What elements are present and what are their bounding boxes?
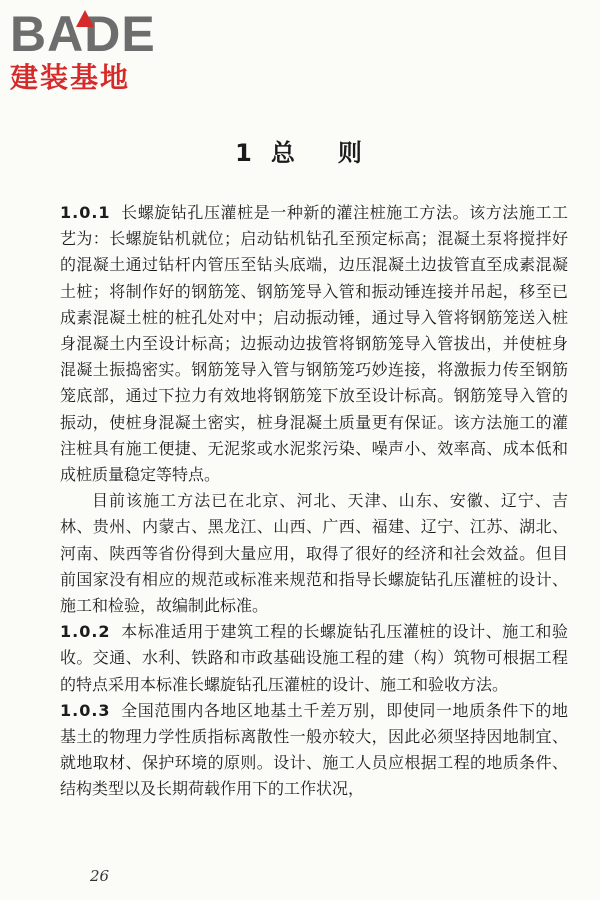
- logo-subtitle: 建装基地: [10, 61, 131, 94]
- clause-text: 全国范围内各地区地基土千差万别，即使同一地质条件下的地基土的物理力学性质指标离散性一般亦较大，因此必须坚持因地制宜、就地取材、保护环境的原则。设计、施工人员应根据工程的地质条件、结构类型以及长期荷载作用下的工作状况，: [60, 700, 568, 799]
- chapter-number: 1: [235, 139, 255, 167]
- logo-accent-triangle: [76, 10, 94, 27]
- body-text: [60, 200, 568, 803]
- clause-text: 本标准适用于建筑工程的长螺旋钻孔压灌桩的设计、施工和验收。交通、水利、铁路和市政基础设施工程的建（构）筑物可根据工程的特点采用本标准长螺旋钻孔压灌桩的设计、施工和验收方法。: [60, 622, 568, 694]
- chapter-title: [0, 138, 600, 168]
- page-number: 26: [90, 867, 110, 885]
- clause-1-0-2: [60, 619, 568, 698]
- clause-number: 1.0.1: [60, 203, 111, 222]
- logo-wordmark: BADE: [10, 6, 156, 62]
- clause-1-0-1-continuation: [60, 488, 568, 619]
- clause-1-0-3: [60, 698, 568, 803]
- clause-number: 1.0.2: [60, 622, 111, 642]
- bade-logo: [6, 6, 182, 98]
- clause-text: 长螺旋钻孔压灌桩是一种新的灌注桩施工方法。该方法施工工艺为：长螺旋钻机就位；启动钻机钻孔至预定标高；混凝土泵将搅拌好的混凝土通过钻杆内管压至钻头底端，边压混凝土边拔管直至成素混凝土桩；将制作好的钢筋笼、钢筋笼导入管和振动锤连接并吊起，移至已成素混凝土桩的桩孔处对中；启动振动锤，通过导入管将钢筋笼送入桩身混凝土内至设计标高；边振动边拔管将钢筋笼导入管拔出，并使桩身混凝土振捣密实。钢筋笼导入管与钢筋笼巧妙连接，将激振力传至钢筋笼底部，通过下拉力有效地将钢筋笼下放至设计标高。钢筋笼导入管的振动，使桩身混凝土密实，桩身混凝土质量更有保证。该方法施工的灌注桩具有施工便捷、无泥浆或水泥浆污染、噪声小、效率高、成本低和成桩质量稳定等特点。: [60, 203, 568, 485]
- paragraph-text: 目前该施工方法已在北京、河北、天津、山东、安徽、辽宁、吉林、贵州、内蒙古、黑龙江、山西、广西、福建、辽宁、江苏、湖北、河南、陕西等省份得到大量应用，取得了很好的经济和社会效益。但目前国家没有相应的规范或标准来规范和指导长螺旋钻孔压灌桩的设计、施工和检验，故编制此标准。: [60, 491, 568, 616]
- clause-1-0-1: [60, 200, 568, 488]
- clause-number: 1.0.3: [60, 700, 111, 720]
- chapter-title-second-char: 则: [337, 139, 365, 167]
- chapter-title-first-char: 总: [270, 139, 298, 167]
